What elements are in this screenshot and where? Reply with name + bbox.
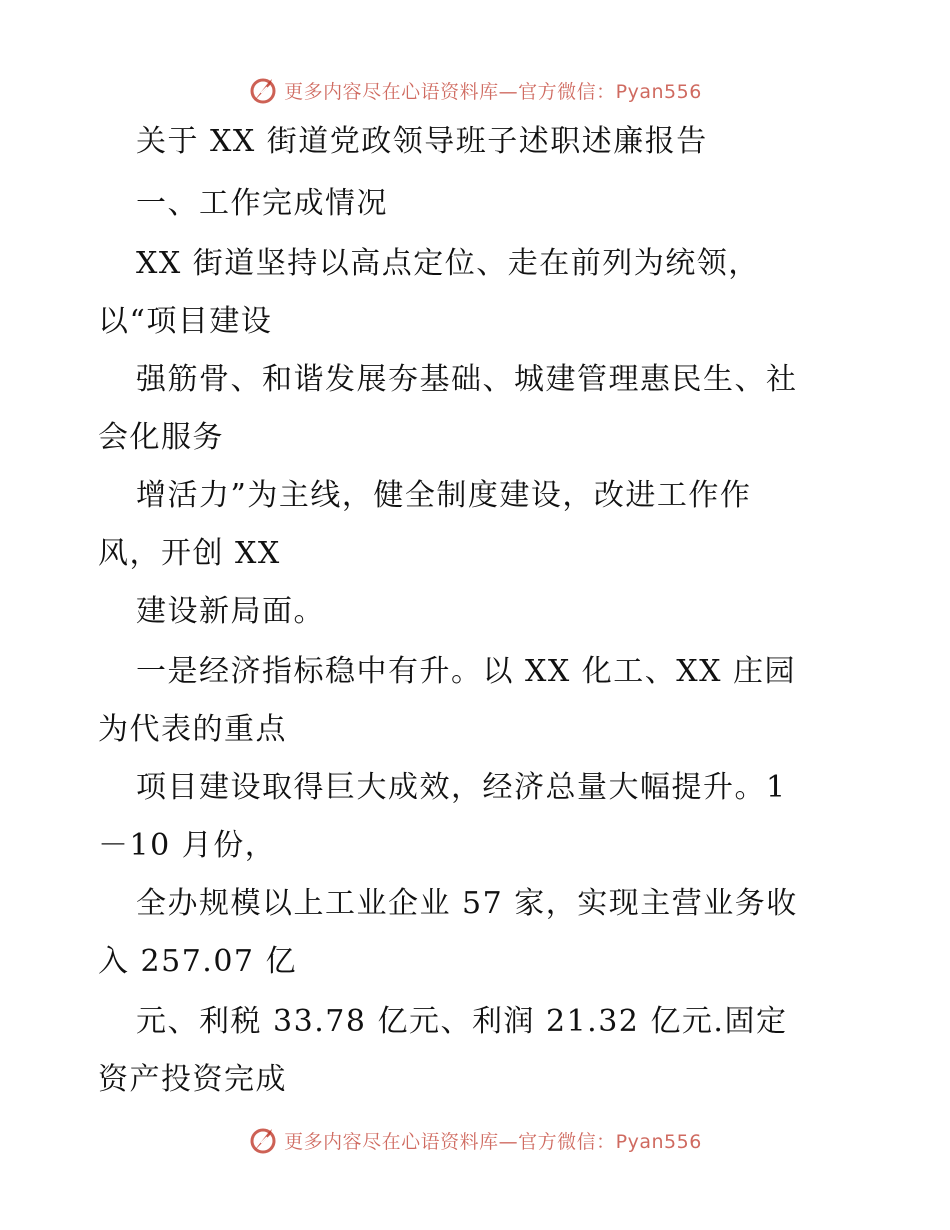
paragraph-line: 一是经济指标稳中有升。以 XX 化工、XX 庄园 (136, 654, 797, 689)
feather-seal-icon (248, 75, 278, 105)
footer-watermark (0, 1120, 950, 1160)
paragraph-line: 为代表的重点 (98, 712, 287, 747)
watermark-text: 更多内容尽在心语资料库—官方微信：Pyan556 (284, 1130, 702, 1153)
paragraph-line: 建设新局面。 (136, 594, 325, 629)
section-heading: 一、工作完成情况 (136, 186, 388, 221)
paragraph-line: －10 月份， (98, 828, 277, 863)
paragraph-line: 入 257.07 亿 (98, 944, 298, 979)
watermark-text: 更多内容尽在心语资料库—官方微信：Pyan556 (284, 80, 702, 103)
document-title: 关于 XX 街道党政领导班子述职述廉报告 (136, 124, 708, 159)
paragraph-line: 增活力”为主线，健全制度建设，改进工作作 (136, 478, 752, 513)
paragraph-line: 强筋骨、和谐发展夯基础、城建管理惠民生、社 (136, 362, 798, 397)
header-watermark (0, 70, 950, 110)
paragraph-line: XX 街道坚持以高点定位、走在前列为统领， (136, 246, 760, 281)
paragraph-line: 风，开创 XX (98, 536, 281, 571)
paragraph-line: 资产投资完成 (98, 1062, 287, 1097)
paragraph-line: 会化服务 (98, 420, 224, 455)
paragraph-line: 元、利税 33.78 亿元、利润 21.32 亿元.固定 (136, 1004, 788, 1039)
paragraph-line: 以“项目建设 (98, 304, 273, 339)
feather-seal-icon (248, 1125, 278, 1155)
paragraph-line: 全办规模以上工业企业 57 家，实现主营业务收 (136, 886, 798, 921)
paragraph-line: 项目建设取得巨大成效，经济总量大幅提升。1 (136, 770, 787, 805)
